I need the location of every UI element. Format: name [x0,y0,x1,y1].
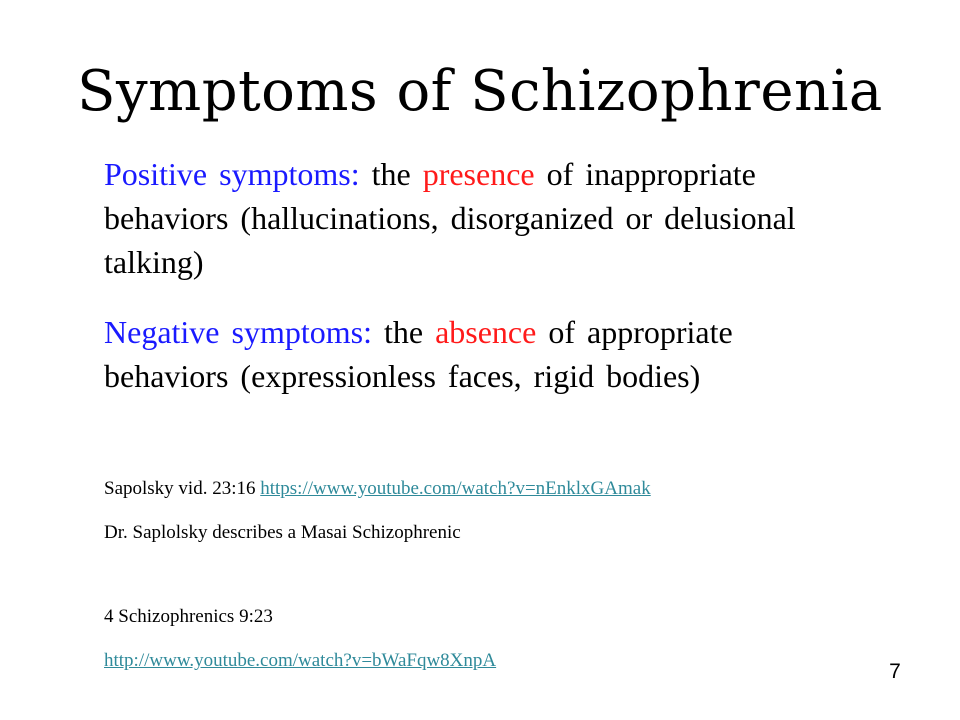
sapolsky-video-label: Sapolsky vid. 23:16 [104,478,261,499]
sapolsky-description: Dr. Saplolsky describes a Masai Schizophrenic [104,522,461,543]
sapolsky-video-link[interactable]: https://www.youtube.com/watch?v=nEnklxGAmak [260,478,651,499]
negative-symptoms-label: Negative symptoms: [104,314,372,350]
negative-symptoms-article: the [371,314,436,350]
positive-symptoms-keyword: presence [422,156,535,192]
positive-symptoms-article: the [359,156,423,192]
negative-symptoms-paragraph [104,310,844,398]
sapolsky-reference [104,476,651,502]
positive-symptoms-description: of inappropriate behaviors (hallucinations, disorganized or delusional talking) [104,156,796,280]
four-schizophrenics-label: 4 Schizophrenics 9:23 [104,606,273,627]
positive-symptoms-label: Positive symptoms: [104,156,360,192]
page-number: 7 [889,660,901,683]
slide-title: Symptoms of Schizophrenia [77,59,883,124]
positive-symptoms-paragraph [104,152,844,284]
negative-symptoms-description: of appropriate behaviors (expressionless faces, rigid bodies) [104,314,733,394]
negative-symptoms-keyword: absence [435,314,537,350]
four-schizophrenics-video-link[interactable]: http://www.youtube.com/watch?v=bWaFqw8XnpA [104,650,497,671]
four-schizophrenics-reference [104,648,496,674]
